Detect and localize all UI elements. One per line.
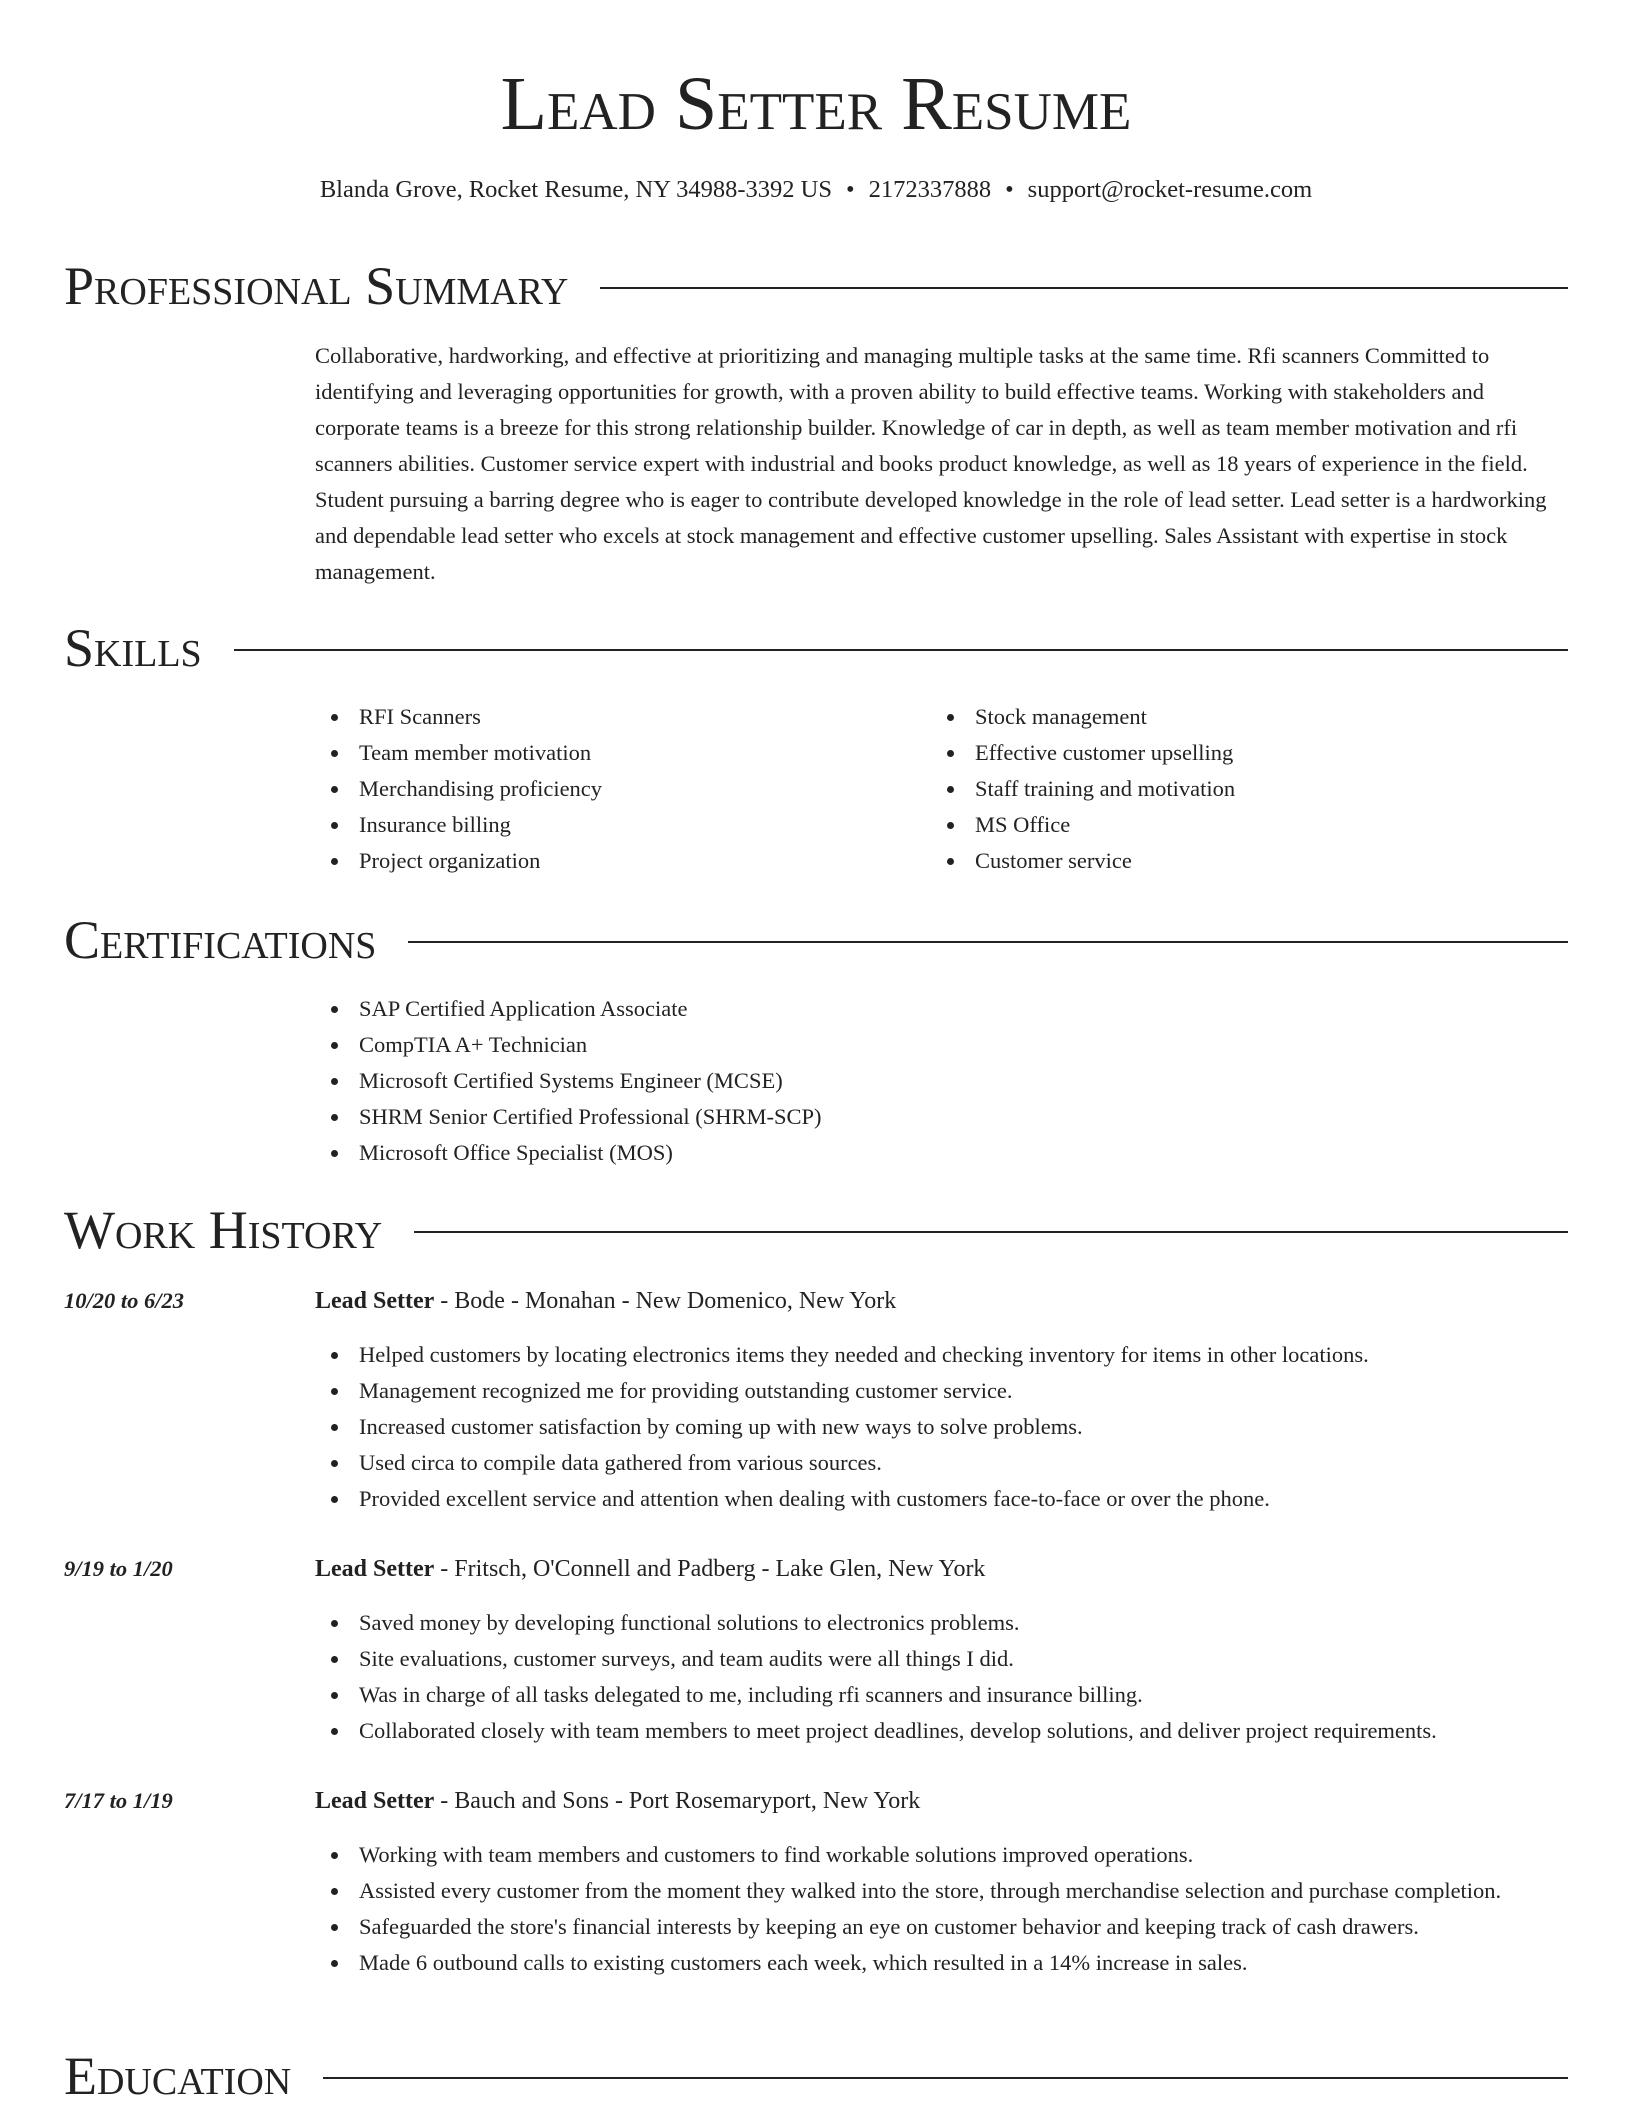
skill-item: Stock management xyxy=(931,699,1531,735)
section-divider xyxy=(414,1231,1568,1233)
summary-heading: Professional Summary xyxy=(64,256,569,316)
skills-right-column xyxy=(931,699,1531,879)
job-bullet: Made 6 outbound calls to existing customers each week, which resulted in a 14% increase in sales. xyxy=(315,1945,1575,1981)
skill-item: Customer service xyxy=(931,843,1531,879)
education-section-heading xyxy=(64,2040,1568,2112)
skill-item: Effective customer upselling xyxy=(931,735,1531,771)
skills-heading: Skills xyxy=(64,618,202,678)
section-divider xyxy=(600,287,1568,289)
skill-item: Insurance billing xyxy=(315,807,915,843)
contact-separator: • xyxy=(1005,176,1014,203)
job-bullet-list xyxy=(315,1837,1575,1981)
skill-item: Staff training and motivation xyxy=(931,771,1531,807)
job-heading xyxy=(315,1551,985,1587)
job-employer-location: - Bode - Monahan - New Domenico, New York xyxy=(434,1288,897,1314)
section-divider xyxy=(234,649,1568,651)
work-history-heading: Work History xyxy=(64,1200,383,1260)
certification-item: CompTIA A+ Technician xyxy=(315,1027,1575,1063)
job-bullet: Working with team members and customers to find workable solutions improved operations. xyxy=(315,1837,1575,1873)
education-heading: Education xyxy=(64,2046,292,2106)
certification-item: Microsoft Office Specialist (MOS) xyxy=(315,1135,1575,1171)
skill-item: MS Office xyxy=(931,807,1531,843)
job-dates: 10/20 to 6/23 xyxy=(64,1288,185,1313)
work-history-section-heading xyxy=(64,1194,1568,1266)
job-bullet: Assisted every customer from the moment they walked into the store, through merchandise selection and purchase completion. xyxy=(315,1873,1575,1909)
job-bullet-list xyxy=(315,1605,1575,1749)
skill-item: Project organization xyxy=(315,843,915,879)
job-bullet: Site evaluations, customer surveys, and team audits were all things I did. xyxy=(315,1641,1575,1677)
resume-title: Lead Setter Resume xyxy=(500,62,1132,146)
job-employer-location: - Bauch and Sons - Port Rosemaryport, New York xyxy=(434,1788,921,1814)
summary-section-heading xyxy=(64,250,1568,322)
job-bullet: Safeguarded the store's financial interests by keeping an eye on customer behavior and keeping track of cash drawers. xyxy=(315,1909,1575,1945)
job-heading xyxy=(315,1783,920,1819)
job-bullet: Saved money by developing functional solutions to electronics problems. xyxy=(315,1605,1575,1641)
contact-address: Blanda Grove, Rocket Resume, NY 34988-3392 US xyxy=(319,176,832,203)
contact-separator: • xyxy=(846,176,855,203)
job-bullet: Was in charge of all tasks delegated to me, including rfi scanners and insurance billing. xyxy=(315,1677,1575,1713)
certifications-section-heading xyxy=(64,904,1568,976)
job-dates: 7/17 to 1/19 xyxy=(64,1788,173,1813)
job-bullet: Used circa to compile data gathered from various sources. xyxy=(315,1445,1575,1481)
job-heading xyxy=(315,1283,896,1319)
section-divider xyxy=(323,2077,1568,2079)
job-bullet: Management recognized me for providing outstanding customer service. xyxy=(315,1373,1575,1409)
job-bullet-list xyxy=(315,1337,1575,1517)
job-bullet: Collaborated closely with team members to meet project deadlines, develop solutions, and deliver project requirements. xyxy=(315,1713,1575,1749)
certifications-list xyxy=(315,991,1575,1171)
skills-section-heading xyxy=(64,612,1568,684)
skills-left-column xyxy=(315,699,915,879)
summary-text: Collaborative, hardworking, and effective at prioritizing and managing multiple tasks at the same time. Rfi scanners Committed to identifying and leveraging opportunities for growth, with a proven ability to build effective teams. Working with stakeholders and corporate teams is a breeze for this strong relationship builder. Knowledge of car in depth, as well as team member motivation and rfi scanners abilities. Customer service expert with industrial and books product knowledge, as well as 18 years of experience in the field. Student pursuing a barring degree who is eager to contribute developed knowledge in the role of lead setter. Lead setter is a hardworking and dependable lead setter who excels at stock management and effective customer upselling. Sales Assistant with expertise in stock management. xyxy=(315,343,1547,584)
contact-email: support@rocket-resume.com xyxy=(1027,176,1313,203)
certification-item: SAP Certified Application Associate xyxy=(315,991,1575,1027)
contact-phone: 2172337888 xyxy=(868,176,992,203)
job-title: Lead Setter xyxy=(315,1788,435,1814)
job-title: Lead Setter xyxy=(315,1288,435,1314)
section-divider xyxy=(408,941,1568,943)
job-title: Lead Setter xyxy=(315,1556,435,1582)
skill-item: Merchandising proficiency xyxy=(315,771,915,807)
job-bullet: Provided excellent service and attention when dealing with customers face-to-face or over the phone. xyxy=(315,1481,1575,1517)
certifications-heading: Certifications xyxy=(64,910,377,970)
job-employer-location: - Fritsch, O'Connell and Padberg - Lake Glen, New York xyxy=(434,1556,986,1582)
skill-item: RFI Scanners xyxy=(315,699,915,735)
contact-line xyxy=(0,172,1632,208)
job-dates: 9/19 to 1/20 xyxy=(64,1556,173,1581)
skill-item: Team member motivation xyxy=(315,735,915,771)
certification-item: SHRM Senior Certified Professional (SHRM-SCP) xyxy=(315,1099,1575,1135)
job-bullet: Helped customers by locating electronics items they needed and checking inventory for items in other locations. xyxy=(315,1337,1575,1373)
job-bullet: Increased customer satisfaction by coming up with new ways to solve problems. xyxy=(315,1409,1575,1445)
certification-item: Microsoft Certified Systems Engineer (MCSE) xyxy=(315,1063,1575,1099)
